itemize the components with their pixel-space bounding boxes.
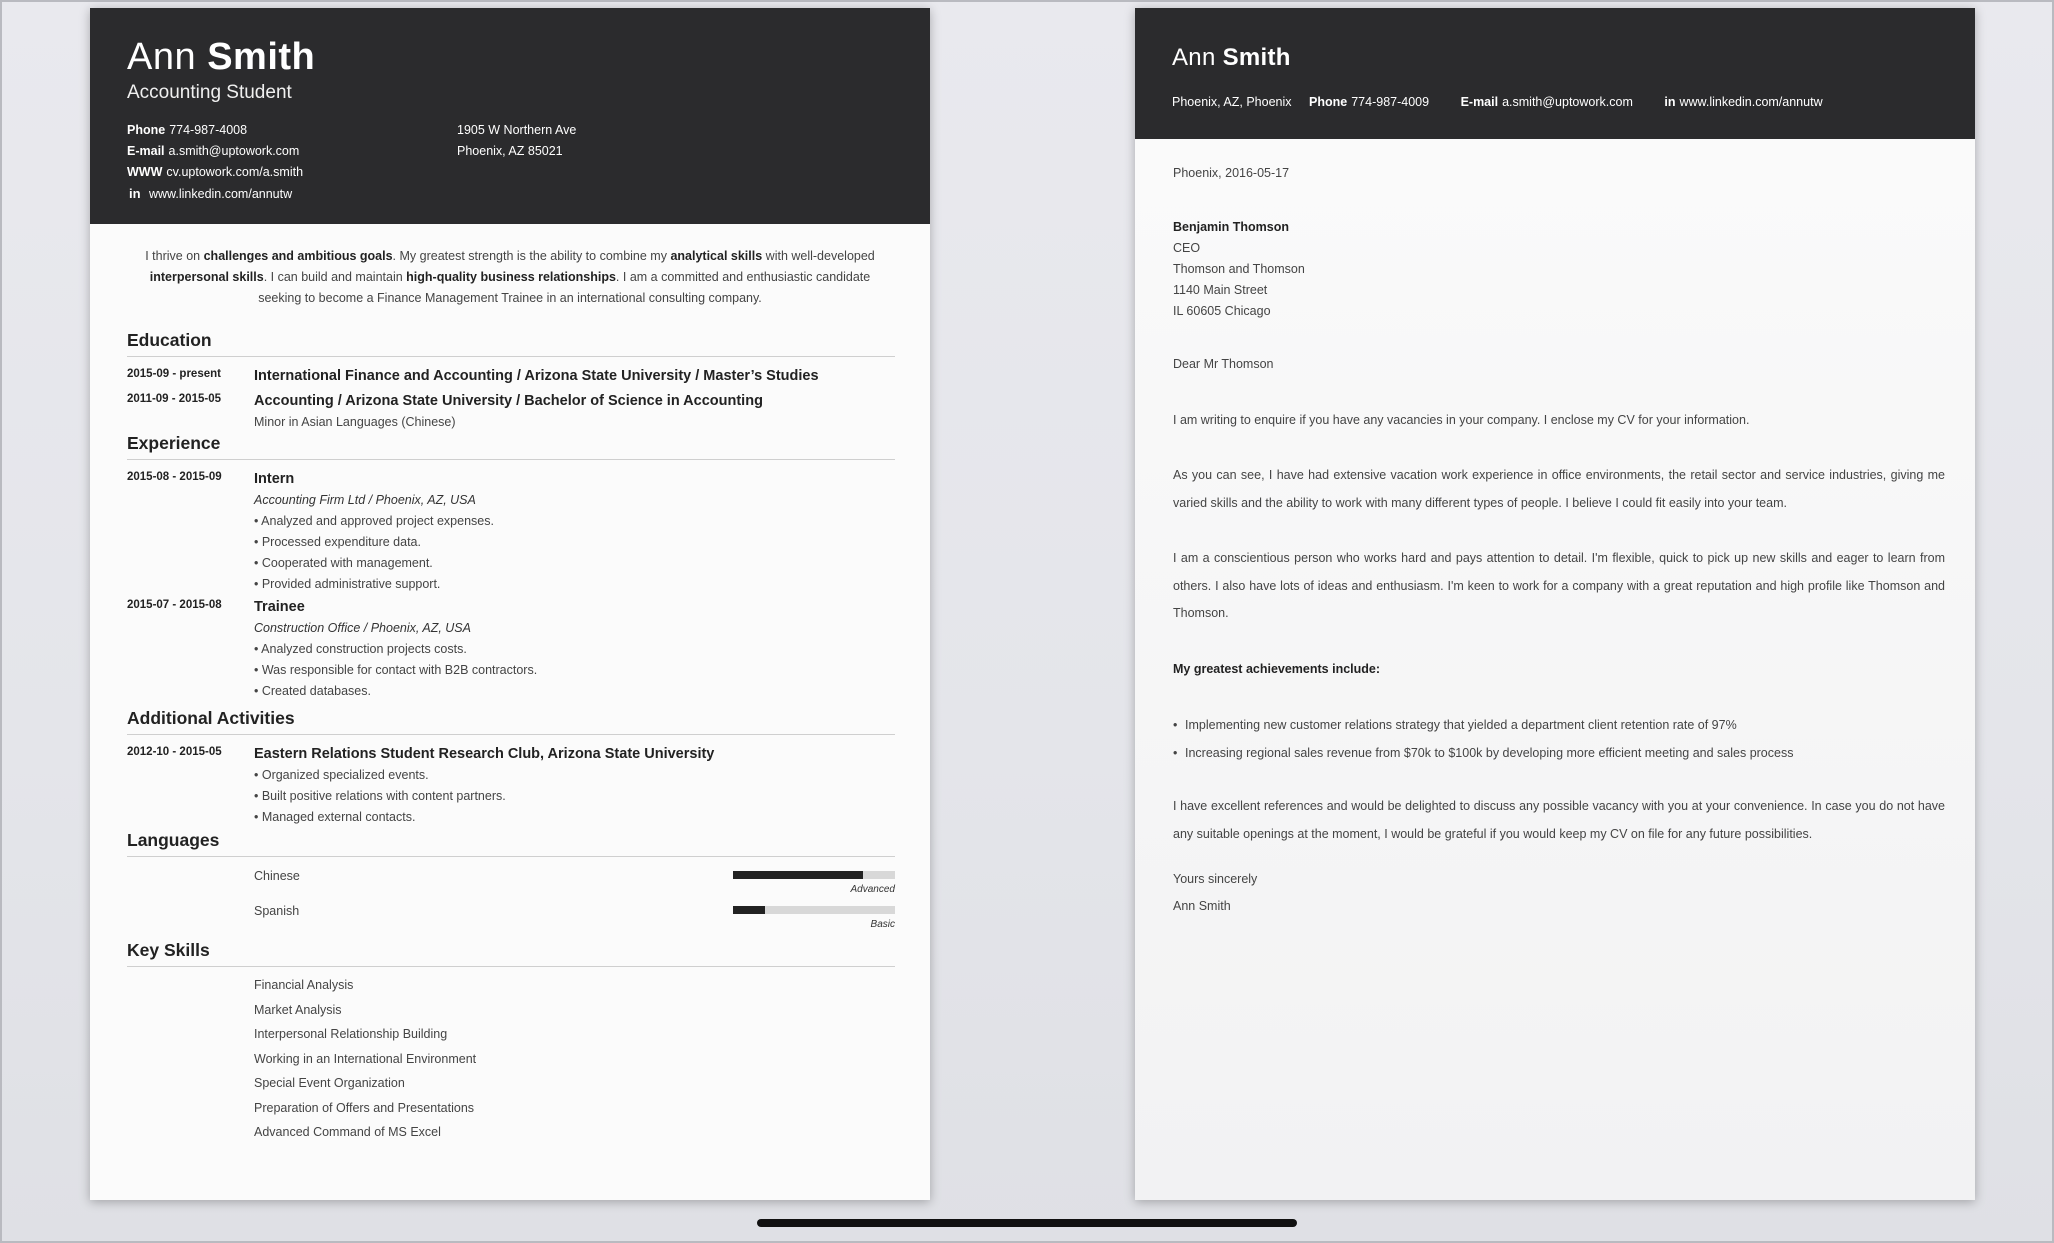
entry-date: 2012-10 - 2015-05	[127, 746, 222, 758]
summary-text: with well-developed	[762, 249, 875, 263]
linkedin-icon: in	[129, 186, 141, 201]
contact-website[interactable]: WWW cv.uptowork.com/a.smith	[127, 165, 304, 179]
letter-email[interactable]: E-mail a.smith@uptowork.com	[1460, 95, 1633, 109]
entry-title: Eastern Relations Student Research Club, Arizona State University	[254, 746, 715, 762]
entry-title: Trainee	[254, 599, 305, 615]
letter-paragraph: As you can see, I have had extensive vacation work experience in office environments, the retail sector and service industries, giving me varied skills and the ability to work with many different types of people. I believe I could fit easily into your team.	[1173, 468, 1945, 510]
achievements-list	[1173, 711, 1945, 767]
skill-item: Financial Analysis	[254, 978, 354, 992]
experience-entry	[127, 597, 895, 702]
language-name: Spanish	[254, 904, 300, 918]
summary-highlight: high-quality business relationships	[406, 270, 616, 284]
entry-date: 2015-07 - 2015-08	[127, 599, 222, 611]
entry-bullet: • Managed external contacts.	[254, 810, 416, 824]
recipient-line: 1140 Main Street	[1173, 283, 1268, 297]
activities-section	[127, 708, 895, 828]
summary-highlight: challenges and ambitious goals	[203, 249, 393, 263]
letter-body	[1173, 163, 1945, 920]
skill-item: Advanced Command of MS Excel	[254, 1125, 441, 1139]
entry-bullet: • Cooperated with management.	[254, 556, 433, 570]
achievement-item: • Implementing new customer relations strategy that yielded a department client retention rate of 97%	[1173, 711, 1945, 739]
summary-highlight: analytical skills	[670, 249, 763, 263]
resume-name: Ann Smith	[127, 36, 316, 78]
skill-item: Special Event Organization	[254, 1076, 405, 1090]
skill-item: Market Analysis	[254, 1002, 342, 1017]
entry-title: Intern	[254, 471, 295, 487]
entry-title: International Finance and Accounting / Arizona State University / Master’s Studies	[254, 368, 819, 384]
cover-letter-page	[1135, 8, 1975, 1200]
language-row	[127, 865, 895, 900]
entry-bullet: • Analyzed construction projects costs.	[254, 642, 467, 656]
home-indicator-bar	[757, 1219, 1297, 1227]
contact-email[interactable]: E-mail a.smith@uptowork.com	[127, 144, 300, 158]
linkedin-icon: in	[1664, 95, 1676, 109]
resume-summary	[130, 246, 890, 309]
language-level-bar	[733, 871, 895, 879]
resume-address: 1905 W Northern Ave Phoenix, AZ 85021	[457, 123, 577, 158]
language-level: Advanced	[850, 884, 895, 895]
language-row	[127, 900, 895, 935]
experience-section	[127, 433, 895, 702]
languages-section	[127, 830, 895, 935]
resume-page	[90, 8, 930, 1200]
entry-bullet: • Analyzed and approved project expenses.	[254, 514, 494, 528]
language-name: Chinese	[254, 869, 300, 883]
resume-header	[90, 8, 930, 224]
skills-section	[127, 940, 895, 1145]
resume-contacts	[127, 120, 303, 205]
education-section	[127, 330, 895, 433]
education-entry	[127, 391, 895, 433]
entry-bullet: • Processed expenditure data.	[254, 535, 421, 549]
recipient-name: Benjamin Thomson	[1173, 220, 1289, 234]
summary-text: I thrive on	[145, 249, 204, 263]
letter-name: Ann Smith	[1172, 44, 1291, 71]
contact-linkedin[interactable]: in www.linkedin.com/annutw	[127, 183, 303, 205]
letter-contacts	[1172, 95, 1851, 109]
achievement-item: • Increasing regional sales revenue from $70k to $100k by developing more efficient meeting and sales process	[1173, 739, 1945, 767]
skill-item: Interpersonal Relationship Building	[254, 1027, 448, 1041]
entry-bullet: • Was responsible for contact with B2B contractors.	[254, 663, 538, 677]
recipient-line: Thomson and Thomson	[1173, 262, 1305, 276]
section-title: Key Skills	[127, 940, 895, 967]
letter-paragraph: I am writing to enquire if you have any vacancies in your company. I enclose my CV for your information.	[1173, 412, 1750, 427]
entry-company: Construction Office / Phoenix, AZ, USA	[254, 621, 471, 635]
skill-item: Preparation of Offers and Presentations	[254, 1100, 475, 1115]
experience-entry	[127, 469, 895, 595]
entry-bullet: • Provided administrative support.	[254, 577, 441, 591]
letter-signoff: Yours sincerely	[1173, 872, 1258, 886]
contact-phone: Phone 774-987-4008	[127, 123, 248, 137]
letter-signature: Ann Smith	[1173, 899, 1231, 913]
entry-bullet: • Created databases.	[254, 684, 371, 698]
section-title: Additional Activities	[127, 708, 895, 735]
entry-subtitle: Minor in Asian Languages (Chinese)	[254, 415, 456, 429]
summary-text: . My greatest strength is the ability to combine my	[392, 249, 671, 263]
summary-text: . I can build and maintain	[263, 270, 407, 284]
summary-highlight: interpersonal skills	[149, 270, 264, 284]
letter-location: Phoenix, AZ, Phoenix	[1172, 95, 1292, 109]
resume-subtitle: Accounting Student	[127, 82, 292, 103]
entry-company: Accounting Firm Ltd / Phoenix, AZ, USA	[254, 493, 476, 507]
entry-date: 2011-09 - 2015-05	[127, 393, 221, 405]
skill-item: Working in an International Environment	[254, 1051, 477, 1066]
section-title: Experience	[127, 433, 895, 460]
section-title: Languages	[127, 830, 895, 857]
recipient-block	[1173, 217, 1945, 322]
entry-title: Accounting / Arizona State University / Bachelor of Science in Accounting	[254, 393, 763, 409]
recipient-line: IL 60605 Chicago	[1173, 304, 1271, 318]
achievements-title: My greatest achievements include:	[1173, 661, 1381, 676]
language-level-bar	[733, 906, 895, 914]
letter-closing-paragraph: I have excellent references and would be delighted to discuss any possible vacancy with you at your convenience. In case you do not have any suitable openings at the moment, I would be grateful if you would keep my CV on file for any future possibilities.	[1173, 799, 1945, 841]
letter-header	[1135, 8, 1975, 139]
education-entry	[127, 366, 895, 387]
entry-date: 2015-08 - 2015-09	[127, 471, 222, 483]
letter-paragraph: I am a conscientious person who works hard and pays attention to detail. I'm flexible, quick to pick up new skills and eager to learn from others. I also have lots of ideas and enthusiasm. I'm keen to work for a company with a great reputation and high profile like Thomson and Thomson.	[1173, 551, 1945, 620]
language-level: Basic	[870, 919, 895, 930]
letter-linkedin[interactable]: in www.linkedin.com/annutw	[1664, 95, 1823, 109]
activity-entry	[127, 744, 895, 828]
summary-text: . I am a committed and enthusiastic candidate seeking to become a Finance Management Trainee in an international consulting company.	[258, 270, 871, 305]
language-level-fill	[733, 871, 863, 879]
entry-bullet: • Organized specialized events.	[254, 768, 429, 782]
entry-date: 2015-09 - present	[127, 368, 221, 380]
entry-bullet: • Built positive relations with content partners.	[254, 789, 506, 803]
language-level-fill	[733, 906, 765, 914]
letter-greeting: Dear Mr Thomson	[1173, 357, 1274, 371]
letter-phone: Phone 774-987-4009	[1309, 95, 1430, 109]
recipient-line: CEO	[1173, 241, 1201, 255]
section-title: Education	[127, 330, 895, 357]
letter-date: Phoenix, 2016-05-17	[1173, 166, 1290, 180]
